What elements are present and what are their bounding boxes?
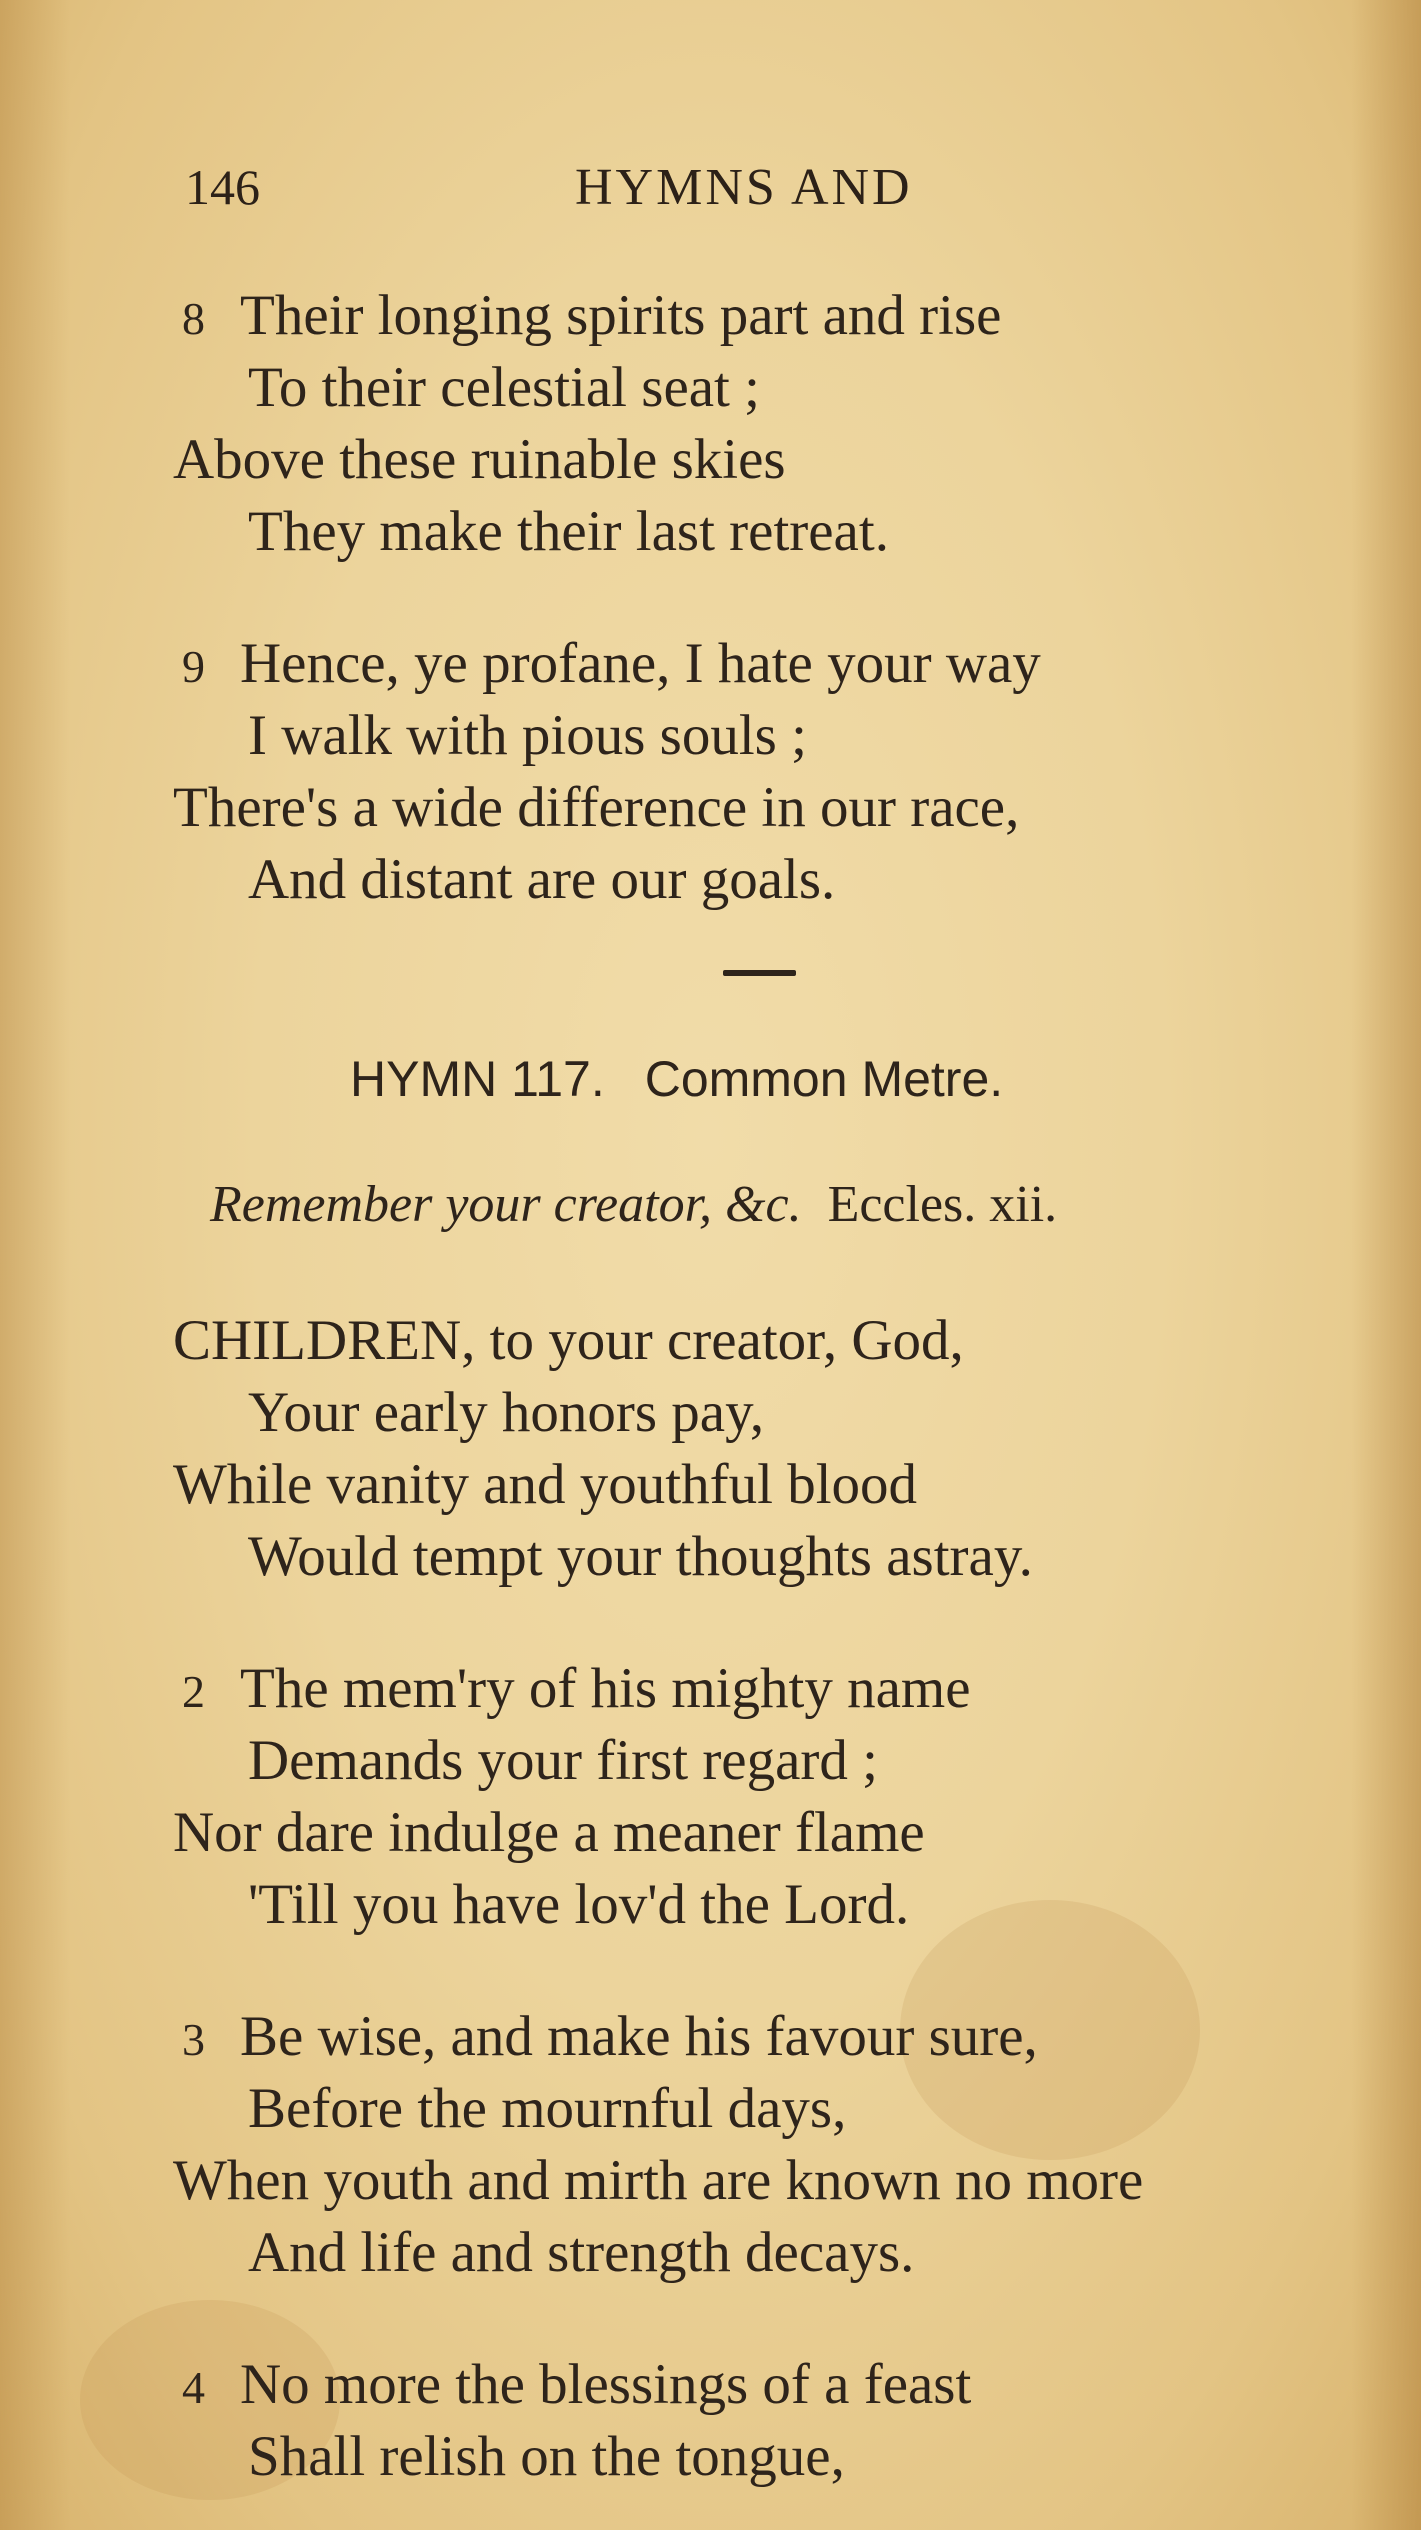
- stanza-number: 3: [182, 2014, 205, 2065]
- stanza-number: 2: [182, 1666, 205, 1717]
- verse-line: 'Till you have lov'd the Lord.: [248, 1873, 910, 1936]
- verse-line: Shall relish on the tongue,: [248, 2425, 845, 2488]
- hymn-116-continued: [0, 280, 1421, 976]
- verse-line: CHILDREN, to your creator, God,: [173, 1309, 964, 1372]
- hymn-117-body: [0, 1305, 1421, 2530]
- hymn-title: [350, 1050, 1003, 1108]
- page-number: 146: [185, 159, 260, 215]
- verse-line: Before the mournful days,: [248, 2077, 847, 2140]
- stanza-number: 4: [182, 2362, 205, 2413]
- stanza-3: [0, 2001, 1421, 2289]
- epigraph: [210, 1175, 1057, 1234]
- stanza-8: [0, 280, 1421, 568]
- page-header: [185, 158, 1015, 228]
- verse-line: When youth and mirth are known no more: [173, 2149, 1144, 2212]
- stanza-9: [0, 628, 1421, 916]
- verse-line: I walk with pious souls ;: [248, 704, 807, 767]
- hymn-metre: Common Metre.: [644, 1051, 1004, 1107]
- verse-line: And distant are our goals.: [248, 848, 836, 911]
- verse-line: There's a wide difference in our race,: [173, 776, 1020, 839]
- verse-line: Above these ruinable skies: [173, 428, 786, 491]
- stanza-2: [0, 1653, 1421, 1941]
- verse-line: Demands your first regard ;: [248, 1729, 878, 1792]
- scripture-reference: Eccles. xii.: [827, 1176, 1058, 1233]
- stanza-number: 8: [182, 293, 205, 344]
- verse-line: 4 No more the blessings of a feast: [0, 2349, 1421, 2421]
- verse-line: Would tempt your thoughts astray.: [248, 1525, 1033, 1588]
- verse-line: 2 The mem'ry of his mighty name: [0, 1653, 1421, 1725]
- verse-line: To their celestial seat ;: [248, 356, 760, 419]
- section-divider: [723, 970, 796, 976]
- verse-line: They make their last retreat.: [248, 500, 889, 563]
- hymn-number: HYMN 117.: [350, 1051, 605, 1107]
- verse-line: 9 Hence, ye profane, I hate your way: [0, 628, 1421, 700]
- stanza-1: [0, 1305, 1421, 1593]
- verse-line: And life and strength decays.: [248, 2221, 915, 2284]
- verse-line: 3 Be wise, and make his favour sure,: [0, 2001, 1421, 2073]
- epigraph-text: Remember your creator, &c.: [210, 1176, 802, 1233]
- stanza-4: [0, 2349, 1421, 2493]
- verse-line: Nor dare indulge a meaner flame: [173, 1801, 925, 1864]
- verse-line: 8 Their longing spirits part and rise: [0, 280, 1421, 352]
- verse-line: Your early honors pay,: [248, 1381, 765, 1444]
- verse-line: While vanity and youthful blood: [173, 1453, 918, 1516]
- running-head: HYMNS AND: [575, 159, 913, 216]
- stanza-number: 9: [182, 641, 205, 692]
